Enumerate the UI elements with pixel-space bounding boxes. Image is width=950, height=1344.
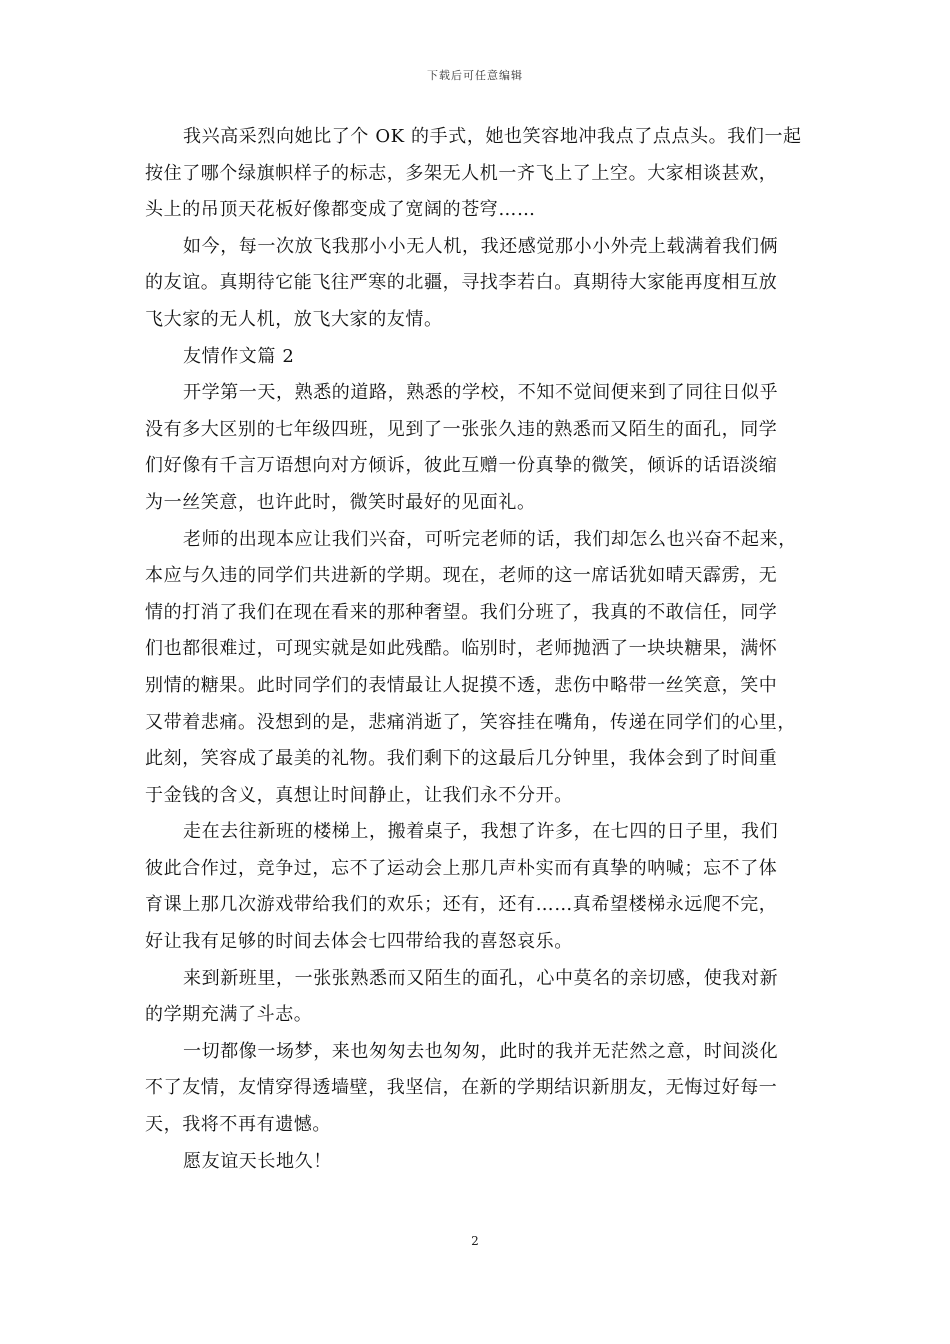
paragraph-line: 我兴高采烈向她比了个 OK 的手式，她也笑容地冲我点了点点头。我们一起	[183, 126, 802, 147]
paragraph-line: 们也都很难过，可现实就是如此残酷。临别时，老师抛洒了一块块糖果，满怀	[145, 638, 778, 660]
paragraph-line: 本应与久违的同学们共进新的学期。现在，老师的这一席话犹如晴天霹雳，无	[145, 565, 778, 587]
paragraph	[145, 375, 810, 521]
paragraph-line: 的友谊。真期待它能飞往严寒的北疆，寻找李若白。真期待大家能再度相互放	[145, 272, 778, 294]
paragraph	[145, 522, 810, 815]
paragraph-line: 一切都像一场梦，来也匆匆去也匆匆，此时的我并无茫然之意，时间淡化	[183, 1040, 779, 1062]
paragraph-line: 好让我有足够的时间去体会七四带给我的喜怒哀乐。	[145, 931, 573, 953]
paragraph-line: 按住了哪个绿旗帜样子的标志，多架无人机一齐飞上了上空。大家相谈甚欢，	[145, 162, 778, 184]
paragraph-line: 情的打消了我们在现在看来的那种奢望。我们分班了，我真的不敢信任，同学	[145, 601, 778, 623]
paragraph	[145, 1034, 810, 1144]
paragraph-line: 育课上那几次游戏带给我们的欢乐；还有，还有……真希望楼梯永远爬不完，	[145, 894, 778, 916]
paragraph	[145, 814, 810, 960]
paragraph	[145, 119, 810, 229]
paragraph-line: 的学期充满了斗志。	[145, 1004, 313, 1026]
paragraph	[145, 229, 810, 339]
paragraph-line: 不了友情，友情穿得透墙壁，我坚信，在新的学期结识新朋友，无悔过好每一	[145, 1077, 778, 1099]
paragraph-line: 飞大家的无人机，放飞大家的友情。	[145, 308, 443, 330]
paragraph-line: 又带着悲痛。没想到的是，悲痛消逝了，笑容挂在嘴角，传递在同学们的心里，	[145, 711, 796, 733]
paragraph-line: 彼此合作过，竞争过，忘不了运动会上那几声朴实而有真挚的呐喊；忘不了体	[145, 857, 778, 879]
paragraph-line: 走在去往新班的楼梯上，搬着桌子，我想了许多，在七四的日子里，我们	[183, 821, 779, 843]
paragraph-line: 天，我将不再有遗憾。	[145, 1114, 331, 1136]
paragraph-line: 愿友谊天长地久！	[183, 1150, 332, 1172]
section-heading-text: 友情作文篇 2	[183, 345, 295, 367]
section-heading	[145, 339, 810, 376]
paragraph-line: 开学第一天，熟悉的道路，熟悉的学校，不知不觉间便来到了同往日似乎	[183, 382, 779, 404]
page-number: 2	[471, 1234, 479, 1248]
paragraph	[145, 1144, 810, 1181]
paragraph-line: 别情的糖果。此时同学们的表情最让人捉摸不透，悲伤中略带一丝笑意，笑中	[145, 674, 778, 696]
header-note: 下载后可任意编辑	[427, 69, 523, 82]
paragraph-line: 于金钱的含义，真想让时间静止，让我们永不分开。	[145, 784, 573, 806]
document-body	[145, 119, 810, 1180]
paragraph-line: 此刻，笑容成了最美的礼物。我们剩下的这最后几分钟里，我体会到了时间重	[145, 748, 778, 770]
paragraph-line: 为一丝笑意，也许此时，微笑时最好的见面礼。	[145, 491, 536, 513]
paragraph-line: 们好像有千言万语想向对方倾诉，彼此互赠一份真挚的微笑，倾诉的话语淡缩	[145, 455, 778, 477]
paragraph-line: 来到新班里，一张张熟悉而又陌生的面孔，心中莫名的亲切感，使我对新	[183, 967, 779, 989]
paragraph-line: 没有多大区别的七年级四班，见到了一张张久违的熟悉而又陌生的面孔，同学	[145, 418, 778, 440]
paragraph-line: 老师的出现本应让我们兴奋，可听完老师的话，我们却怎么也兴奋不起来，	[183, 528, 797, 550]
paragraph	[145, 961, 810, 1034]
paragraph-line: 如今，每一次放飞我那小小无人机，我还感觉那小小外壳上载满着我们俩	[183, 235, 779, 257]
paragraph-line: 头上的吊顶天花板好像都变成了宽阔的苍穹……	[145, 199, 536, 221]
